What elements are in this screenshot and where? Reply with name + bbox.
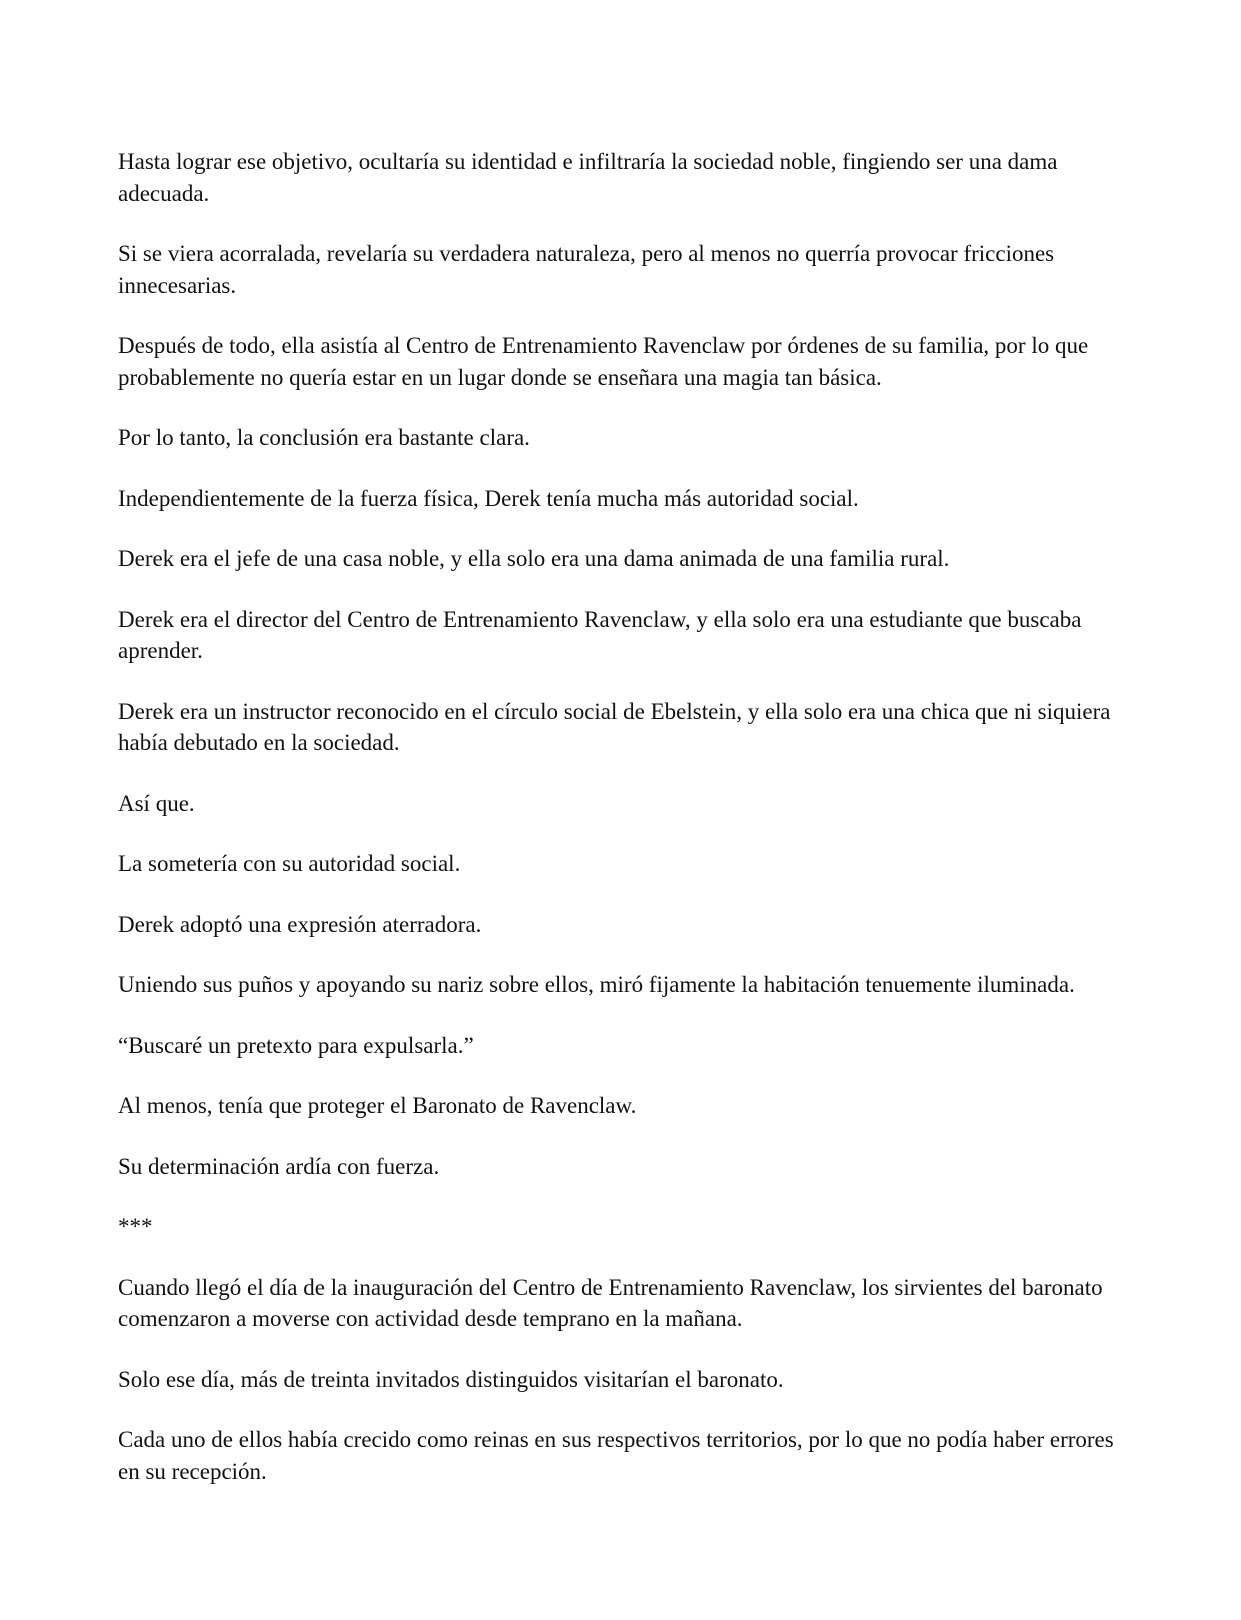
paragraph: Derek era un instructor reconocido en el círculo social de Ebelstein, y ella solo era una chica que ni siquiera había debutado en la sociedad. bbox=[118, 698, 1111, 755]
paragraph: Hasta lograr ese objetivo, ocultaría su identidad e infiltraría la sociedad noble, fingiendo ser una dama adecuada. bbox=[118, 149, 1058, 206]
paragraph: Por lo tanto, la conclusión era bastante clara. bbox=[118, 425, 530, 450]
paragraph: Así que. bbox=[118, 790, 195, 816]
paragraph: Derek adoptó una expresión aterradora. bbox=[118, 911, 482, 937]
paragraph: Derek era el director del Centro de Entrenamiento Ravenclaw, y ella solo era una estudiante que buscaba aprender. bbox=[118, 606, 1082, 663]
scene-break: *** bbox=[118, 1214, 153, 1239]
paragraph: “Buscaré un pretexto para expulsarla.” bbox=[118, 1032, 474, 1058]
paragraph: Su determinación ardía con fuerza. bbox=[118, 1153, 440, 1179]
paragraph: Al menos, tenía que proteger el Baronato de Ravenclaw. bbox=[118, 1093, 637, 1118]
paragraph: Derek era el jefe de una casa noble, y ella solo era una dama animada de una familia rural. bbox=[118, 546, 950, 571]
paragraph: Uniendo sus puños y apoyando su nariz sobre ellos, miró fijamente la habitación tenuemente iluminada. bbox=[118, 972, 1075, 997]
paragraph: Si se viera acorralada, revelaría su verdadera naturaleza, pero al menos no querría provocar fricciones innecesarias. bbox=[118, 241, 1055, 298]
paragraph: Cuando llegó el día de la inauguración del Centro de Entrenamiento Ravenclaw, los sirvientes del baronato comenzaron a moverse con actividad desde temprano en la mañana. bbox=[118, 1274, 1103, 1331]
paragraph: Solo ese día, más de treinta invitados distinguidos visitarían el baronato. bbox=[118, 1366, 784, 1392]
paragraph: La sometería con su autoridad social. bbox=[118, 851, 461, 876]
paragraph: Independientemente de la fuerza física, Derek tenía mucha más autoridad social. bbox=[118, 485, 859, 511]
paragraph: Después de todo, ella asistía al Centro de Entrenamiento Ravenclaw por órdenes de su familia, por lo que probablemente no quería estar en un lugar donde se enseñara una magia tan básica. bbox=[118, 333, 1089, 390]
paragraph: Cada uno de ellos había crecido como reinas en sus respectivos territorios, por lo que no podía haber errores en su recepción. bbox=[118, 1427, 1114, 1484]
